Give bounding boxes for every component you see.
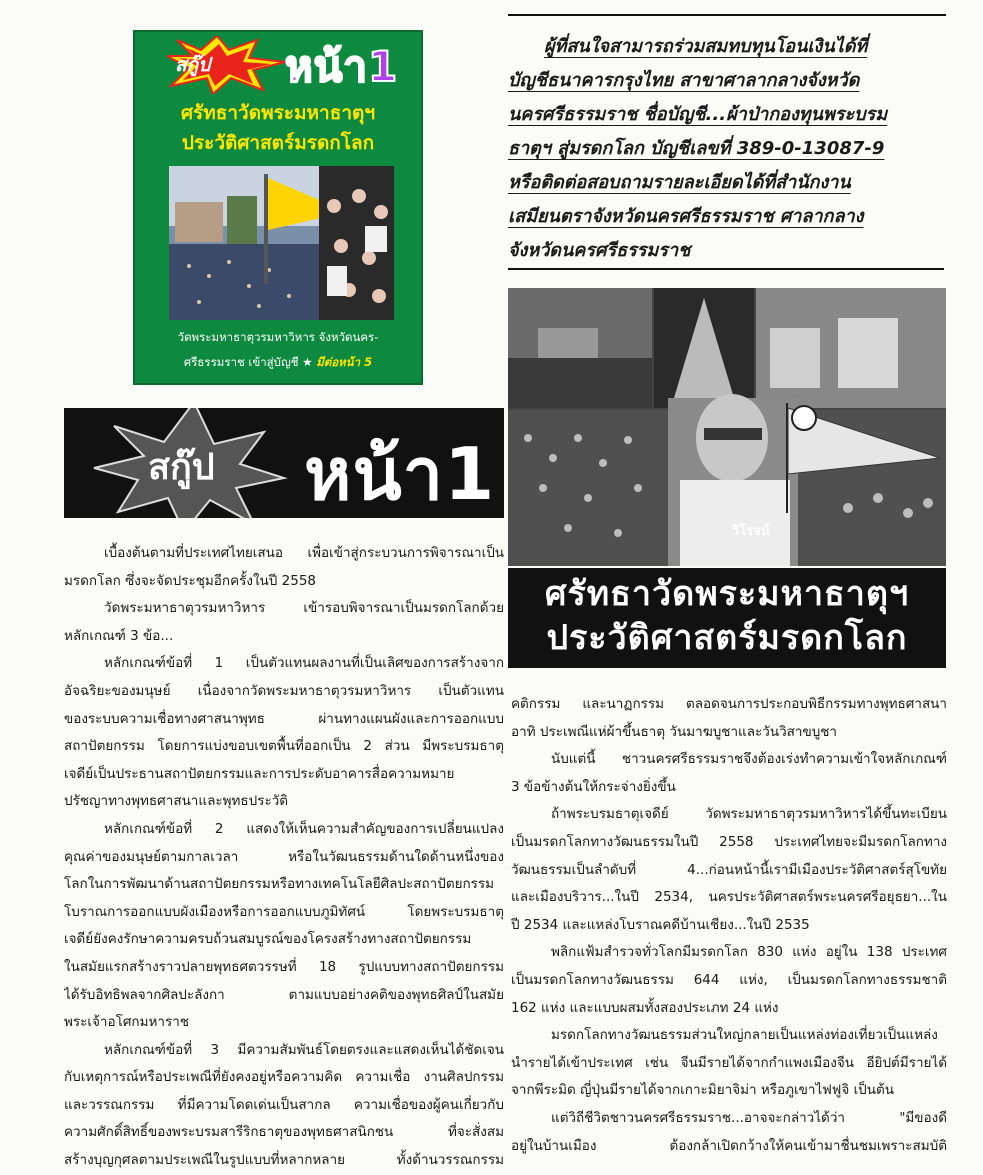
- article-column-left: [64, 540, 504, 1175]
- article-line: อัจฉริยะของมนุษย์ เนื่องจากวัดพระมหาธาตุวรมหาวิหาร เป็นตัวแทน: [64, 682, 504, 699]
- article-line: หลักเกณฑ์ข้อที่ 2 แสดงให้เห็นความสำคัญของการเปลี่ยนแปลง: [104, 820, 504, 837]
- article-line: พระเจ้าอโศกมหาราช: [64, 1014, 189, 1031]
- teaser-badge: สกู๊ป: [175, 54, 211, 76]
- article-line: เจดีย์เป็นประธานสถาปัตยกรรมและการประดับอาคารสื่อความหมาย: [64, 765, 455, 782]
- article-line: จากพีระมิด ญี่ปุ่นมีรายได้จากเกาะมิยาจิม่า หรือภูเขาไฟฟูจิ เป็นต้น: [511, 1082, 894, 1099]
- article-line: ในสมัยแรกสร้างราวปลายพุทธศตวรรษที่ 18 รูปแบบทางสถาปัตยกรรม: [64, 958, 504, 975]
- funding-line: ผู้ที่สนใจสามารถร่วมสมทบทุนโอนเงินได้ที่: [544, 36, 868, 57]
- news-photo-collage: [508, 288, 946, 566]
- funding-line: ธาตุฯ สู่มรดกโลก บัญชีเลขที่ 389-0-13087-9: [508, 138, 885, 159]
- article-line: ความศักดิ์สิทธิ์ของพระบรมสารีริกธาตุของพุทธศาสนิกชน ที่จะสั่งสม: [64, 1124, 504, 1141]
- photo-collage: [508, 288, 946, 566]
- article-line: กับเหตุการณ์หรือประเพณีที่ยังคงอยู่หรือความคิด ความเชื่อ งานศิลปกรรม: [64, 1069, 504, 1086]
- article-line: และเมืองบริวาร...ในปี 2534, นครประวัติศาสตร์พระนครศรีอยุธยา...ใน: [511, 889, 947, 906]
- article-line: โบราณการออกแบบผังเมืองหรือการออกแบบภูมิทัศน์ โดยพระบรมธาตุ: [64, 903, 504, 920]
- article-line: ได้รับอิทธิพลจากศิลปะลังกา ตามแบบอย่างคติของพุทธศิลป์ในสมัย: [64, 986, 504, 1003]
- article-line: สถาปัตยกรรม โดยการแบ่งขอบเขตพื้นที่ออกเป็น 2 ส่วน มีพระบรมธาตุ: [64, 738, 504, 755]
- article-line: หลักเกณฑ์ 3 ข้อ...: [64, 627, 174, 644]
- article-line: 162 แห่ง และแบบผสมทั้งสองประเภท 24 แห่ง: [511, 999, 779, 1016]
- scoop-banner: [64, 408, 504, 518]
- article-line: อาทิ ประเพณีแห่ผ้าขึ้นธาตุ วันมาฆบูชาและวันวิสาขบูชา: [511, 723, 838, 740]
- banner-page-label: หน้า1: [304, 432, 496, 516]
- article-line: คุณค่าของมนุษย์ตามกาลเวลา หรือในวัฒนธรรมด้านใดด้านหนึ่งของ: [64, 848, 504, 865]
- article-line: มรดกโลกทางวัฒนธรรมส่วนใหญ่กลายเป็นแหล่งท่องเที่ยวเป็นแหล่ง: [551, 1027, 938, 1044]
- article-line: ของระบบความเชื่อทางศาสนาพุทธ ผ่านทางแผนผังและการออกแบบ: [64, 710, 504, 727]
- teaser-big-title: หน้า1: [285, 42, 399, 91]
- teaser-title-line1: ศรัทธาวัดพระมหาธาตุฯ: [181, 102, 375, 124]
- teaser-caption-text: ศรีธรรมราช เข้าสู่บัญชี: [183, 355, 299, 369]
- teaser-continued-link: มีต่อหน้า 5: [316, 355, 373, 369]
- article-line: โลกในการพัฒนาด้านสถาปัตยกรรมหรือทางเทคโนโลยีศิลปะสถาปัตยกรรม: [64, 876, 495, 893]
- article-line: เบื้องต้นตามที่ประเทศไทยเสนอ เพื่อเข้าสู่กระบวนการพิจารณาเป็น: [104, 545, 504, 561]
- article-line: เป็นมรดกโลกทางวัฒนธรรม 644 แห่ง, เป็นมรดกโลกทางธรรมชาติ: [511, 971, 947, 988]
- article-line: สร้างบุญกุศลตามประเพณีในรูปแบบที่หลากหลาย ทั้งด้านวรรณกรรม: [64, 1152, 504, 1169]
- funding-line: จังหวัดนครศรีธรรมราช: [508, 234, 944, 270]
- article-line: ปี 2534 และแหล่งโบราณคดีบ้านเชียง...ในปี 2535: [511, 916, 810, 933]
- article-line: มรดกโลก ซึ่งจะจัดประชุมอีกครั้งในปี 2558: [64, 572, 316, 589]
- banner-scoop-label: สกู๊ป: [148, 447, 215, 488]
- funding-line: เสมียนตราจังหวัดนครศรีธรรมราช ศาลากลาง: [508, 206, 864, 227]
- funding-line: หรือติดต่อสอบถามรายละเอียดได้ที่สำนักงาน: [508, 172, 851, 193]
- article-headline: [508, 568, 946, 668]
- headline-line2: ประวัติศาสตร์มรดกโลก: [546, 618, 908, 658]
- photo-caption: วิโรจน์: [732, 524, 770, 539]
- article-line: อยู่ในบ้านเมือง ต้องกล้าเปิดกว้างให้คนเข้ามาชื่นชมเพราะสมบัติ: [511, 1137, 947, 1154]
- funding-line: บัญชีธนาคารกรุงไทย สาขาศาลากลางจังหวัด: [508, 70, 860, 91]
- article-column-right: [511, 691, 947, 1160]
- article-line: พลิกแฟ้มสำรวจทั่วโลกมีมรดกโลก 830 แห่ง อยู่ใน 138 ประเทศ: [551, 944, 947, 961]
- article-line: หลักเกณฑ์ข้อที่ 1 เป็นตัวแทนผลงานที่เป็นเลิศของการสร้างจาก: [104, 655, 504, 672]
- star-icon: ★: [302, 355, 313, 369]
- article-line: วัฒนธรรมเป็นลำดับที่ 4...ก่อนหน้านี้เรามีเมืองประวัติศาสตร์สุโขทัย: [511, 861, 947, 878]
- article-line: นำรายได้เข้าประเทศ เช่น จีนมีรายได้จากกำแพงเมืองจีน อียิปต์มีรายได้: [511, 1054, 947, 1071]
- article-line: เป็นมรดกโลกทางวัฒนธรรมในปี 2558 ประเทศไทยจะมีมรดกโลกทาง: [511, 833, 947, 850]
- headline-line1: ศรัทธาวัดพระมหาธาตุฯ: [544, 574, 910, 614]
- scoop-teaser-box: [133, 30, 423, 385]
- teaser-caption-line1: วัดพระมหาธาตุวรมหาวิหาร จังหวัดนคร-: [177, 330, 379, 344]
- teaser-caption-line2: [135, 354, 421, 372]
- article-line: 3 ข้อข้างต้นให้กระจ่างยิ่งขึ้น: [511, 778, 676, 795]
- article-line: ปรัชญาทางพุทธศาสนาและพุทธประวัติ: [64, 793, 289, 810]
- article-line: วัดพระมหาธาตุวรมหาวิหาร เข้ารอบพิจารณาเป็นมรดกโลกด้วย: [104, 600, 504, 617]
- article-line: เจดีย์ยังคงรักษาความครบถ้วนสมบูรณ์ของโครงสร้างทางสถาปัตยกรรม: [64, 931, 472, 948]
- article-line: หลักเกณฑ์ข้อที่ 3 มีความสัมพันธ์โดยตรงและแสดงเห็นได้ชัดเจน: [104, 1041, 504, 1058]
- article-line: นับแต่นี้ ชาวนครศรีธรรมราชจึงต้องเร่งทำความเข้าใจหลักเกณฑ์: [551, 751, 947, 768]
- temple-crowd-photo: [169, 166, 394, 320]
- article-line: และวรรณกรรม ที่มีความโดดเด่นเป็นสากล ความเชื่อของผู้คนเกี่ยวกับ: [64, 1096, 504, 1113]
- top-rule-divider: [508, 14, 946, 16]
- article-line: ถ้าพระบรมธาตุเจดีย์ วัดพระมหาธาตุวรมหาวิหารได้ขึ้นทะเบียน: [551, 806, 947, 823]
- article-line: แต่วิถีชีวิตชาวนครศรีธรรมราช...อาจจะกล่าวได้ว่า "มีของดี: [551, 1109, 947, 1126]
- funding-notice: [508, 30, 948, 270]
- teaser-title-line2: ประวัติศาสตร์มรดกโลก: [181, 132, 375, 154]
- funding-line: นครศรีธรรมราช ชื่อบัญชี...ผ้าป่ากองทุนพระบรม: [508, 104, 888, 125]
- article-line: คติกรรม และนาฏกรรม ตลอดจนการประกอบพิธีกรรมทางพุทธศาสนา: [511, 696, 947, 712]
